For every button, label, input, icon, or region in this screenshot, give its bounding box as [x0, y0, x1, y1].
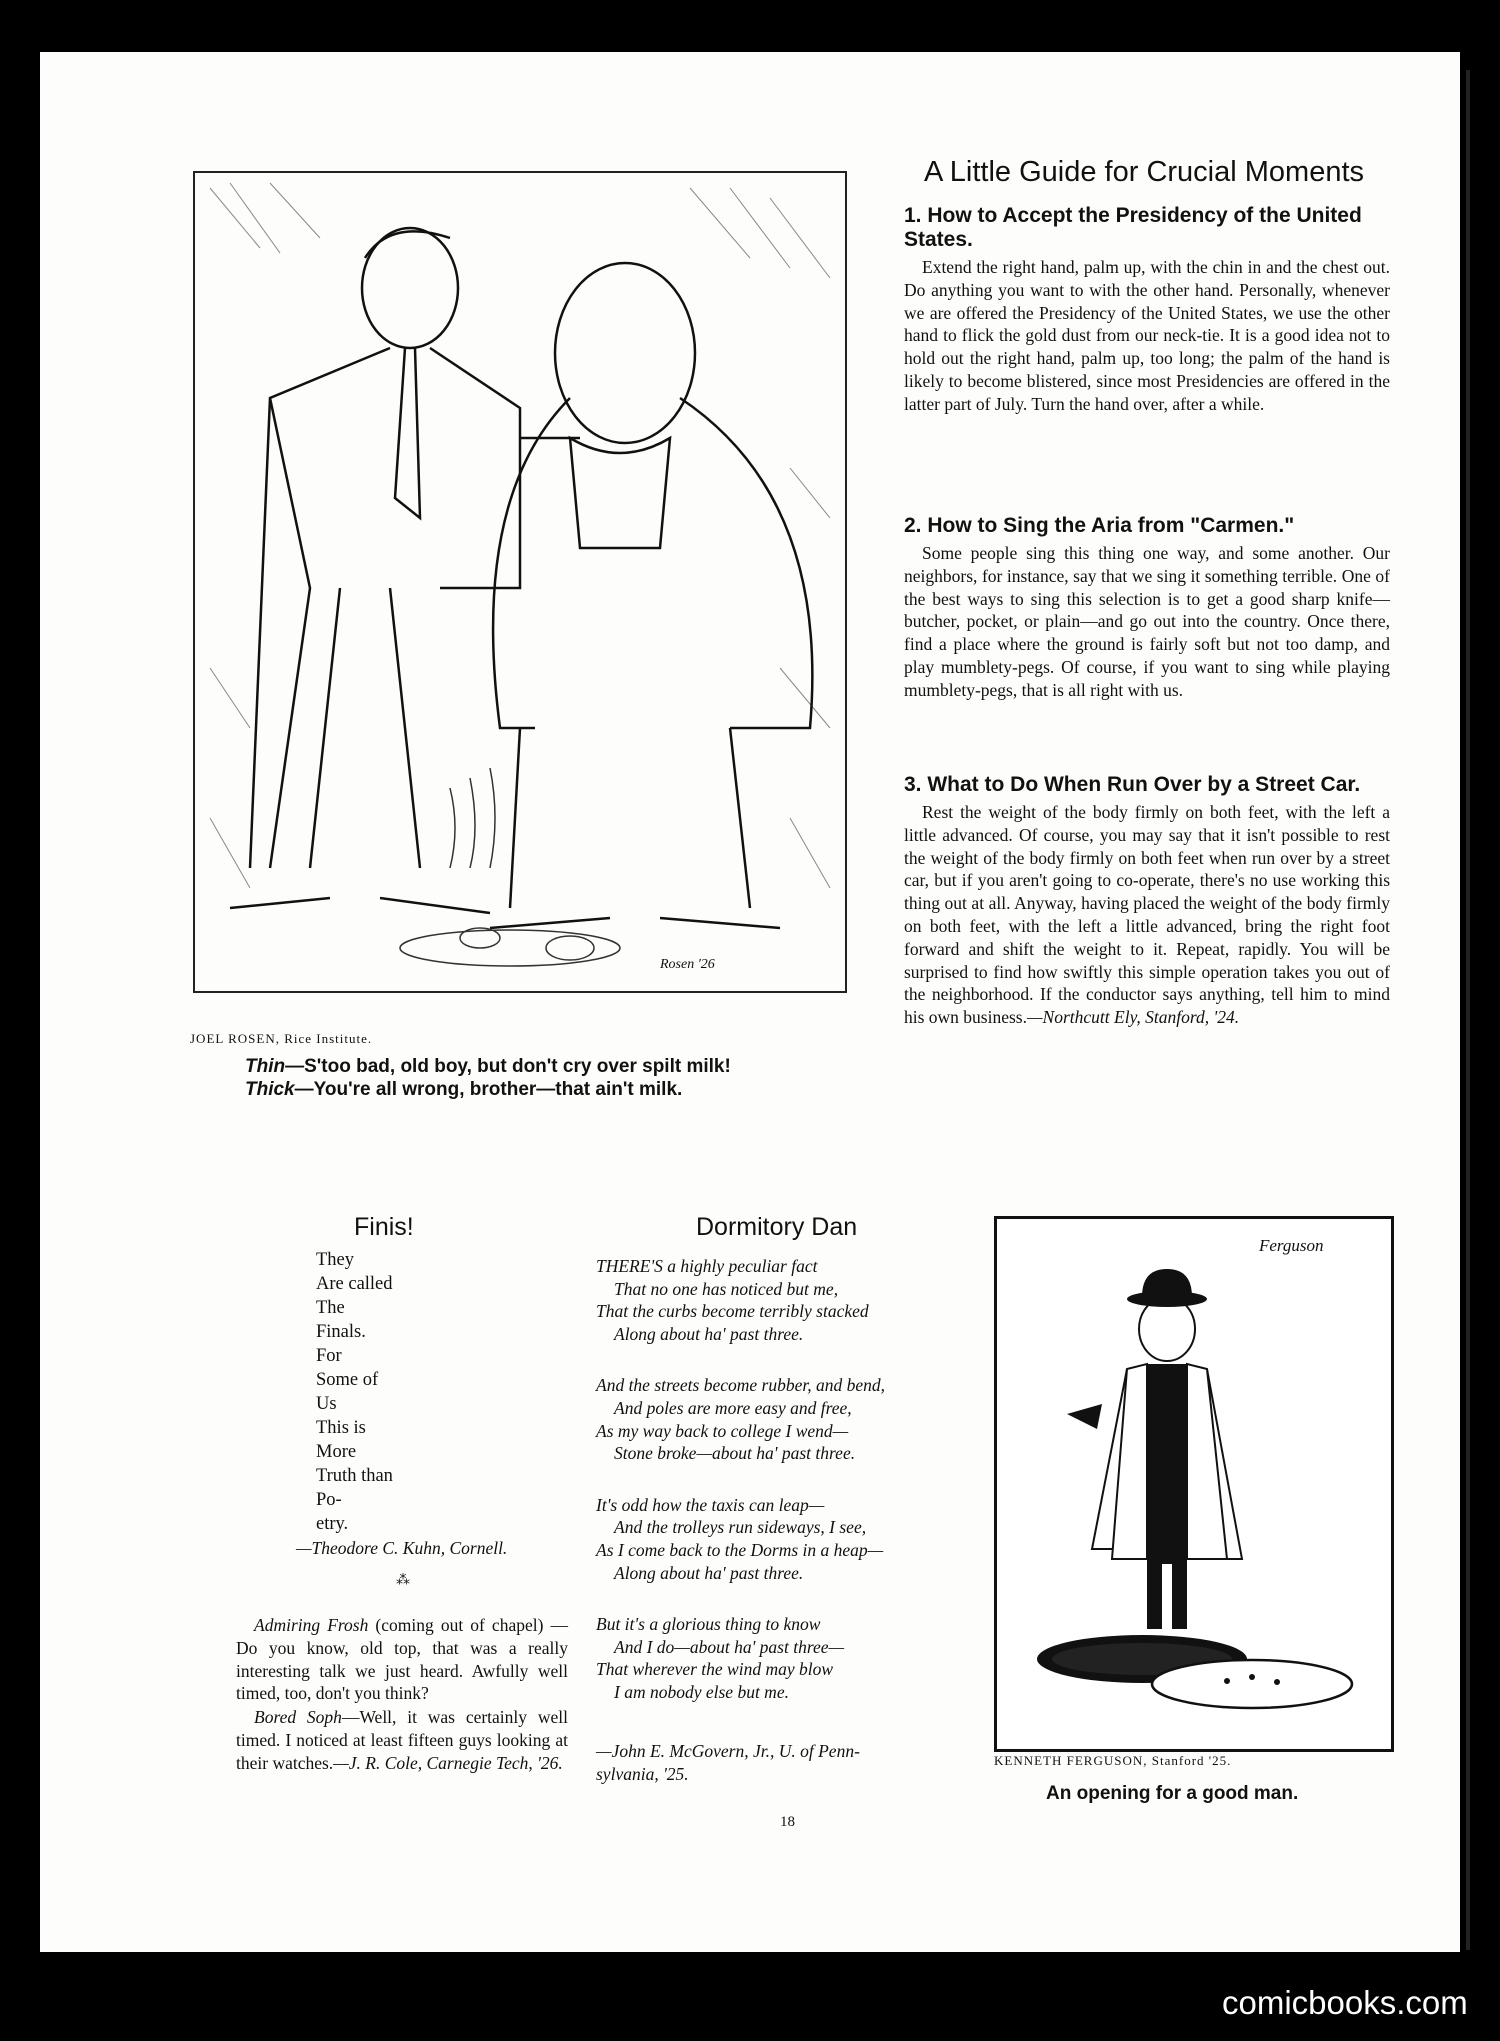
finis-line: The [316, 1298, 345, 1318]
dormitory-signature [596, 1740, 981, 1785]
caption-line-thick: —You're all wrong, brother—that ain't milk. [294, 1079, 683, 1100]
guide-section-1 [904, 204, 1390, 416]
dormitory-line: Along about ha' past three. [614, 1562, 804, 1583]
page-number: 18 [780, 1814, 795, 1830]
dormitory-line: And the streets become rubber, and bend, [596, 1375, 886, 1396]
frosh-speaker-1: Admiring Frosh [254, 1615, 369, 1635]
comic2-caption: An opening for a good man. [1046, 1783, 1299, 1804]
dormitory-poem [596, 1255, 981, 1733]
finis-line: Finals. [316, 1322, 366, 1342]
finis-line: etry. [316, 1514, 349, 1534]
caption-line-thin: —S'too bad, old boy, but don't cry over spilt milk! [285, 1056, 731, 1077]
guide-body-2: Some people sing this thing one way, and some another. Our neighbors, for instance, say that we sing it something terrible. One of the best ways to sing this selection is to get a good sharp knife—butcher, pocket, or plain—and go out into the country. Once there, find a place where the ground is fairly soft but not too damp, and play mumblety-pegs. Of course, if you want to sing while playing mumblety-pegs, that is all right with us. [904, 543, 1390, 700]
dormitory-stanza [596, 1494, 981, 1584]
frosh-text-2: —Well, it was certainly well timed. I noticed at least fifteen guys looking at their watches. [236, 1707, 568, 1773]
caption-speaker-thick: Thick [245, 1079, 295, 1100]
dormitory-line: Stone broke—about ha' past three. [614, 1443, 856, 1464]
guide-section-2 [904, 514, 1390, 702]
caption-speaker-thin: Thin [245, 1056, 286, 1077]
frosh-text-1: (coming out of chapel) —Do you know, old top, that was a really interesting talk we just heard. Awfully well timed, too, don't you think? [236, 1615, 568, 1704]
guide-title: A Little Guide for Crucial Moments [924, 156, 1365, 188]
page-right-edge [1466, 70, 1470, 1950]
comic2-credit: KENNETH FERGUSON, Stanford '25. [994, 1753, 1232, 1768]
finis-line: Truth than [316, 1466, 393, 1486]
finis-line: This is [316, 1418, 366, 1438]
dormitory-line: That the curbs become terribly stacked [596, 1301, 869, 1322]
guide-section-3 [904, 773, 1390, 1029]
guide-signature: —Northcutt Ely, Stanford, '24. [1027, 1007, 1240, 1028]
dormitory-line: And the trolleys run sideways, I see, [614, 1517, 867, 1538]
finis-line: Us [316, 1394, 337, 1414]
dormitory-stanza [596, 1613, 981, 1703]
finis-line: More [316, 1442, 357, 1462]
frosh-speaker-2: Bored Soph [254, 1707, 342, 1727]
dormitory-line: That no one has noticed but me, [614, 1278, 839, 1299]
frosh-joke [236, 1614, 568, 1705]
comic2-drawing [997, 1219, 1391, 1749]
guide-heading-2: 2. How to Sing the Aria from "Carmen." [904, 514, 1295, 537]
guide-heading-3: 3. What to Do When Run Over by a Street Car. [904, 773, 1361, 796]
finis-title: Finis! [354, 1213, 414, 1241]
dormitory-stanza [596, 1255, 981, 1345]
comic1-caption [245, 1055, 865, 1101]
finis-signature: —Theodore C. Kuhn, Cornell. [296, 1538, 508, 1558]
dormitory-stanza [596, 1374, 981, 1464]
dormitory-line: And poles are more easy and free, [614, 1397, 852, 1418]
dormitory-line: Along about ha' past three. [614, 1323, 804, 1344]
comic-artist-signature: Rosen '26 [660, 957, 715, 972]
comic-illustration-manhole [994, 1216, 1394, 1752]
guide-body-3 [904, 801, 1390, 1029]
frosh-signature: —J. R. Cole, Carnegie Tech, '26. [333, 1752, 563, 1773]
dormitory-line: THERE'S a highly peculiar fact [596, 1256, 818, 1276]
finis-poem [316, 1248, 556, 1536]
guide-heading-1: 1. How to Accept the Presidency of the United States. [904, 204, 1362, 251]
finis-line: They [316, 1250, 355, 1270]
dormitory-line: That wherever the wind may blow [596, 1659, 834, 1680]
finis-line: Some of [316, 1370, 379, 1390]
watermark: comicbooks.com [1222, 1984, 1468, 2021]
finis-line: For [316, 1346, 342, 1366]
dormitory-title: Dormitory Dan [696, 1213, 858, 1241]
dormitory-line: But it's a glorious thing to know [596, 1614, 821, 1635]
comic1-credit: JOEL ROSEN, Rice Institute. [190, 1031, 373, 1046]
guide-body-1: Extend the right hand, palm up, with the chin in and the chest out. Do anything you want to with the other hand. Personally, whenever we are offered the Presidency of the United States, we use the other hand to flick the gold dust from our neck-tie. It is a good idea not to hold out the right hand, palm up, too long; the palm of the hand is likely to become blistered, since most Presidencies are offered in the latter part of July. Turn the hand over, after a while. [904, 257, 1390, 414]
guide-body-3-text: Rest the weight of the body firmly on both feet, with the left a little advanced. Of course, you may say that it isn't possible to rest the weight of the body firmly on both feet when run over by a street car, but if you aren't going to co-operate, there's no use working this thing out at all. Anyway, having placed the weight of the body firmly on both feet, with the left a little advanced, bring the right foot forward and shift the weight to it. Repeat, rapidly. You will be surprised to find how swiftly this simple operation takes you out of the neighborhood. If the conductor says anything, tell him to mind his own business. [904, 802, 1390, 1028]
dormitory-line: I am nobody else but me. [614, 1681, 789, 1702]
finis-line: Po- [316, 1490, 342, 1510]
comic2-artist-signature: Ferguson [1259, 1236, 1324, 1255]
dormitory-line: As my way back to college I wend— [596, 1420, 849, 1441]
dormitory-line: And I do—about ha' past three— [614, 1636, 845, 1657]
ornament-asterism: ⁂ [396, 1573, 410, 1588]
comic-illustration-spilt-milk [190, 168, 850, 1013]
dormitory-signature-line2: sylvania, '25. [596, 1763, 689, 1784]
dormitory-signature-line1: —John E. McGovern, Jr., U. of Penn- [596, 1741, 860, 1761]
frosh-reply [236, 1706, 568, 1774]
comic-drawing [190, 168, 850, 1013]
finis-line: Are called [316, 1274, 393, 1294]
dormitory-line: It's odd how the taxis can leap— [596, 1494, 825, 1515]
dormitory-line: As I come back to the Dorms in a heap— [596, 1539, 884, 1560]
